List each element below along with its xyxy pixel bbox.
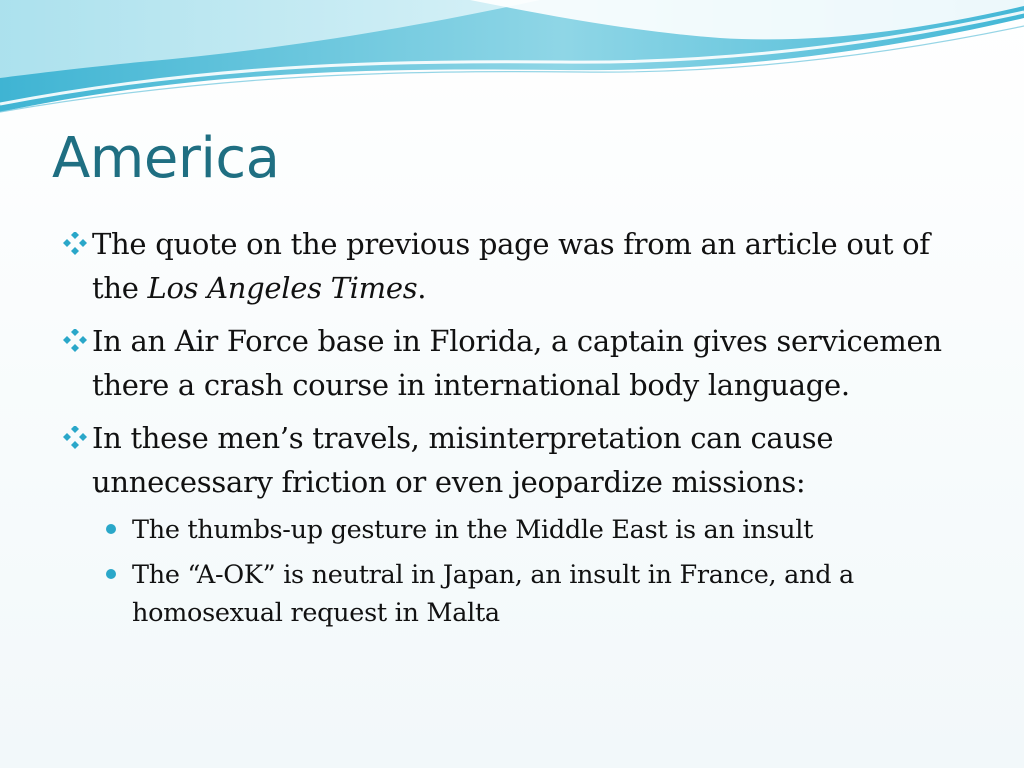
header-wave-decoration [0, 0, 1024, 130]
text-run: In these men’s travels, misinterpretation can cause unnecessary friction or even jeopardize missions: [92, 421, 834, 499]
sub-bullet-text: The “A-OK” is neutral in Japan, an insult in France, and a homosexual request in Malta [132, 560, 854, 628]
dot-bullet-icon [106, 569, 116, 579]
slide-title: America [52, 126, 280, 191]
bullet-text [92, 324, 942, 402]
diamond-bullet-icon [62, 329, 88, 355]
diamond-bullet-icon [62, 232, 88, 258]
bullet-item [60, 319, 980, 407]
bullet-list [60, 222, 980, 639]
sub-bullet-item [132, 556, 980, 632]
bullet-item [60, 416, 980, 504]
text-run: In an Air Force base in Florida, a captain gives servicemen there a crash course in international body language. [92, 324, 942, 402]
bullet-text [92, 227, 930, 305]
bullet-text [92, 421, 833, 499]
italic-text: Los Angeles Times [147, 271, 418, 305]
text-run: . [417, 271, 427, 305]
text-run: The quote on the previous page was from an article out of the [92, 227, 930, 305]
sub-bullet-text: The thumbs-up gesture in the Middle East is an insult [132, 515, 814, 545]
diamond-bullet-icon [62, 426, 88, 452]
dot-bullet-icon [106, 524, 116, 534]
sub-bullet-item [132, 511, 980, 549]
bullet-item [60, 222, 980, 310]
sub-bullet-list [60, 511, 980, 632]
